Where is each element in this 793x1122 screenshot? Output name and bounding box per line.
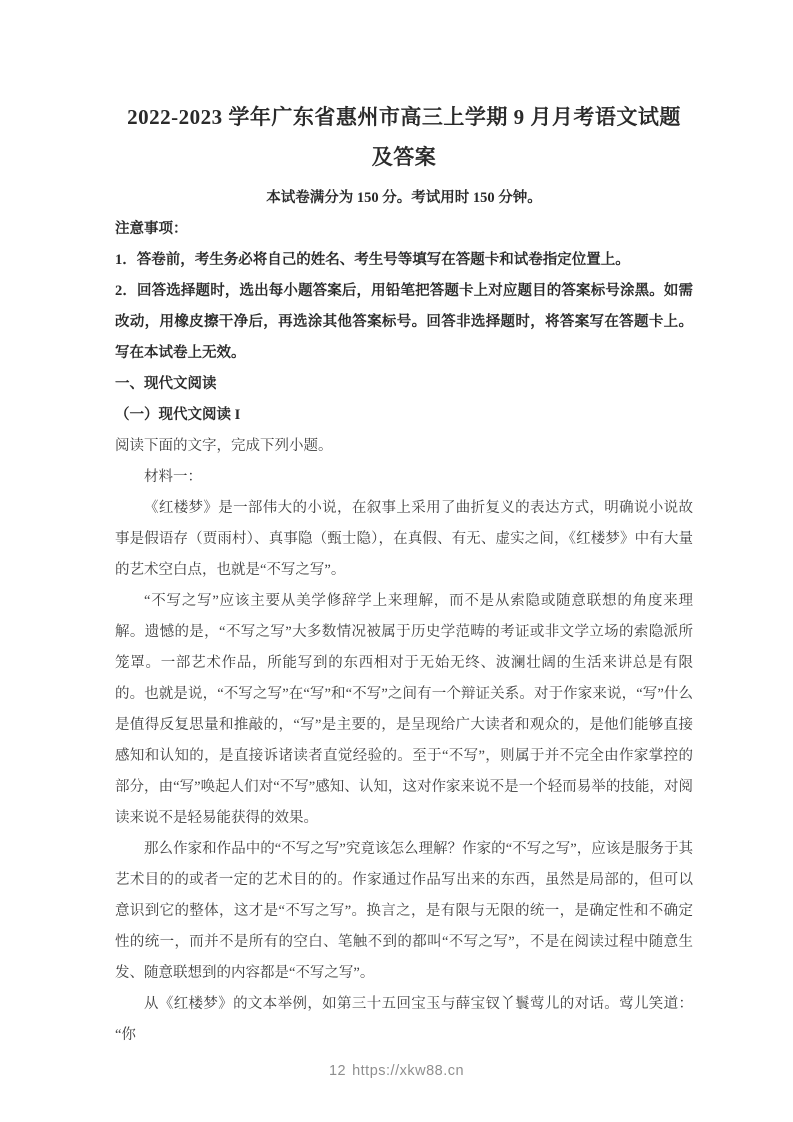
subsection-heading-reading-1: （一）现代文阅读 I — [115, 407, 241, 423]
document-title — [115, 97, 693, 177]
notice-heading: 注意事项： — [115, 221, 188, 237]
title-line-1: 2022-2023 学年广东省惠州市高三上学期 9 月月考语文试题 — [127, 105, 681, 129]
title-line-2: 及答案 — [371, 145, 437, 169]
passage-paragraph: 从《红楼梦》的文本举例，如第三十五回宝玉与薛宝钗丫鬟莺儿的对话。莺儿笑道：“你 — [115, 996, 693, 1043]
page-footer — [0, 1063, 793, 1079]
passage-paragraph: 《红楼梦》是一部伟大的小说，在叙事上采用了曲折复义的表达方式，明确说小说故事是假语存（贾雨村）、真事隐（甄士隐），在真假、有无、虚实之间，《红楼梦》中有大量的艺术空白点，也就是“不写之写”。 — [115, 500, 693, 578]
notice-item-1: 1．答卷前，考生务必将自己的姓名、考生号等填写在答题卡和试卷指定位置上。 — [115, 252, 630, 268]
passage-paragraph: “不写之写”应该主要从美学修辞学上来理解，而不是从索隐或随意联想的角度来理解。遗憾的是，“不写之写”大多数情况被属于历史学范畴的考证或非文学立场的索隐派所笼罩。一部艺术作品，所能写到的东西相对于无始无终、波澜壮阔的生活来讲总是有限的。也就是说，“不写之写”在“写”和“不写”之间有一个辩证关系。对于作家来说，“写”什么是值得反复思量和推敲的，“写”是主要的，是呈现给广大读者和观众的，是他们能够直接感知和认知的，是直接诉诸读者直觉经验的。至于“不写”，则属于并不完全由作家掌控的部分，由“写”唤起人们对“不写”感知、认知，这对作家来说不是一个轻而易举的技能，对阅读来说不是轻易能获得的效果。 — [115, 593, 693, 826]
passage-paragraph: 那么作家和作品中的“不写之写”究竟该怎么理解？作家的“不写之写”，应该是服务于其艺术目的的或者一定的艺术目的的。作家通过作品写出来的东西，虽然是局部的，但可以意识到它的整体，这才是“不写之写”。换言之，是有限与无限的统一，是确定性和不确定性的统一，而并不是所有的空白、笔触不到的都叫“不写之写”，不是在阅读过程中随意生发、随意联想到的内容都是“不写之写”。 — [115, 841, 693, 981]
section-heading-modern-reading: 一、现代文阅读 — [115, 376, 217, 392]
page-number: 12 — [328, 1063, 347, 1079]
exam-info: 本试卷满分为 150 分。考试用时 150 分钟。 — [266, 190, 542, 206]
watermark-url: https://xkw88.cn — [352, 1063, 465, 1079]
notice-item-2: 2．回答选择题时，选出每小题答案后，用铅笔把答题卡上对应题目的答案标号涂黑。如需改动，用橡皮擦干净后，再选涂其他答案标号。回答非选择题时，将答案写在答题卡上。写在本试卷上无效。 — [115, 283, 693, 361]
material-one-label: 材料一： — [144, 469, 202, 485]
reading-instruction: 阅读下面的文字，完成下列小题。 — [115, 438, 333, 454]
